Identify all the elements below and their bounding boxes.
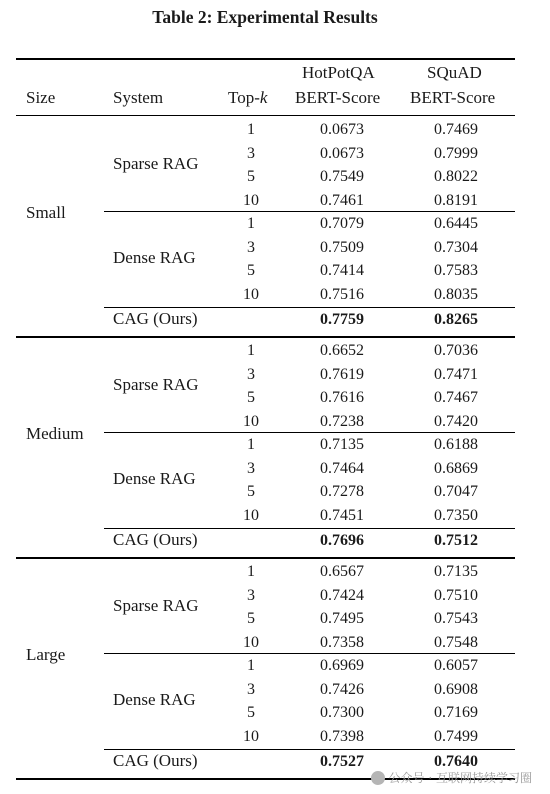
hotpot-score: 0.7461 — [320, 191, 364, 209]
hotpot-score: 0.0673 — [320, 121, 364, 138]
system-name: Sparse RAG — [113, 154, 199, 173]
topk-value: 5 — [247, 704, 255, 721]
hotpot-score: 0.7300 — [320, 704, 364, 721]
squad-score: 0.6445 — [434, 215, 478, 232]
hotpot-score: 0.0673 — [320, 144, 364, 162]
squad-score: 0.7350 — [434, 506, 478, 524]
hotpot-score: 0.7516 — [320, 285, 364, 303]
system-rule — [104, 653, 515, 654]
squad-score: 0.6188 — [434, 436, 478, 453]
header-system: System — [113, 88, 164, 107]
header-size: Size — [26, 88, 56, 107]
size-label: Large — [26, 645, 66, 664]
cag-system-name: CAG (Ours) — [113, 751, 198, 770]
header-squad-line2: BERT-Score — [410, 88, 496, 107]
squad-score: 0.7543 — [434, 610, 478, 627]
cag-hotpot-score: 0.7527 — [320, 753, 364, 770]
hotpot-score: 0.7464 — [320, 459, 364, 477]
cag-squad-score: 0.8265 — [434, 311, 478, 328]
topk-value: 1 — [247, 657, 255, 674]
squad-score: 0.6908 — [434, 680, 478, 698]
topk-value: 1 — [247, 215, 255, 232]
hotpot-score: 0.7424 — [320, 586, 364, 604]
squad-score: 0.7510 — [434, 586, 478, 604]
hotpot-score: 0.7619 — [320, 365, 364, 383]
topk-value: 10 — [243, 412, 259, 430]
cag-squad-score: 0.7512 — [434, 532, 478, 549]
hotpot-score: 0.7451 — [320, 506, 364, 524]
header-hotpot-line2: BERT-Score — [295, 88, 381, 107]
hotpot-score: 0.7414 — [320, 262, 364, 279]
squad-score: 0.7471 — [434, 365, 478, 383]
header-topk-k: k — [259, 88, 268, 107]
squad-score: 0.7583 — [434, 262, 478, 279]
topk-value: 10 — [243, 633, 259, 651]
topk-value: 5 — [247, 389, 255, 406]
squad-score: 0.7469 — [434, 121, 478, 138]
squad-score: 0.8022 — [434, 168, 478, 185]
cag-hotpot-score: 0.7696 — [320, 532, 364, 549]
squad-score: 0.6869 — [434, 459, 478, 477]
header-hotpot-line1: HotPotQA — [302, 63, 375, 82]
squad-score: 0.7420 — [434, 412, 478, 430]
topk-value: 10 — [243, 285, 259, 303]
size-label: Small — [26, 203, 66, 222]
hotpot-score: 0.7358 — [320, 633, 364, 651]
topk-value: 3 — [247, 586, 255, 604]
group-rule — [16, 336, 515, 338]
watermark-text: 公众号 · 互联网持续学习圈 — [388, 771, 532, 785]
squad-score: 0.8191 — [434, 191, 478, 209]
system-name: Sparse RAG — [113, 596, 199, 615]
hotpot-score: 0.7398 — [320, 727, 364, 745]
topk-value: 5 — [247, 262, 255, 279]
top-rule — [16, 58, 515, 60]
squad-score: 0.7467 — [434, 389, 478, 406]
system-rule — [104, 211, 515, 212]
hotpot-score: 0.7616 — [320, 389, 364, 406]
topk-value: 5 — [247, 168, 255, 185]
system-rule — [104, 432, 515, 433]
hotpot-score: 0.6652 — [320, 342, 364, 359]
hotpot-score: 0.7495 — [320, 610, 364, 627]
topk-value: 3 — [247, 365, 255, 383]
hotpot-score: 0.7549 — [320, 168, 364, 185]
squad-score: 0.7304 — [434, 238, 478, 256]
hotpot-score: 0.6969 — [320, 657, 364, 674]
topk-value: 10 — [243, 506, 259, 524]
squad-score: 0.7548 — [434, 633, 478, 651]
squad-score: 0.7036 — [434, 342, 478, 359]
system-name: Sparse RAG — [113, 375, 199, 394]
squad-score: 0.7999 — [434, 144, 478, 162]
squad-score: 0.7135 — [434, 563, 478, 580]
hotpot-score: 0.7509 — [320, 238, 364, 256]
cag-system-name: CAG (Ours) — [113, 530, 198, 549]
topk-value: 10 — [243, 191, 259, 209]
header-topk-prefix: Top- — [228, 88, 260, 107]
topk-value: 5 — [247, 483, 255, 500]
squad-score: 0.7499 — [434, 727, 478, 745]
hotpot-score: 0.7135 — [320, 436, 364, 453]
system-name: Dense RAG — [113, 690, 196, 709]
topk-value: 1 — [247, 121, 255, 138]
hotpot-score: 0.7079 — [320, 215, 364, 232]
group-rule — [16, 115, 515, 116]
hotpot-score: 0.7238 — [320, 412, 364, 430]
cag-system-name: CAG (Ours) — [113, 309, 198, 328]
topk-value: 3 — [247, 144, 255, 162]
wechat-icon — [371, 771, 385, 785]
size-label: Medium — [26, 424, 84, 443]
squad-score: 0.7169 — [434, 704, 478, 721]
topk-value: 3 — [247, 459, 255, 477]
topk-value: 1 — [247, 342, 255, 359]
system-name: Dense RAG — [113, 469, 196, 488]
watermark — [371, 769, 532, 786]
cag-hotpot-score: 0.7759 — [320, 311, 364, 328]
topk-value: 10 — [243, 727, 259, 745]
table-title: Table 2: Experimental Results — [152, 7, 378, 27]
header-topk — [228, 86, 267, 110]
topk-value: 3 — [247, 680, 255, 698]
squad-score: 0.7047 — [434, 483, 478, 500]
hotpot-score: 0.6567 — [320, 563, 364, 580]
squad-score: 0.6057 — [434, 657, 478, 674]
system-name: Dense RAG — [113, 248, 196, 267]
cag-squad-score: 0.7640 — [434, 753, 478, 770]
topk-value: 3 — [247, 238, 255, 256]
header-squad-line1: SQuAD — [427, 63, 482, 82]
squad-score: 0.8035 — [434, 285, 478, 303]
topk-value: 5 — [247, 610, 255, 627]
topk-value: 1 — [247, 563, 255, 580]
hotpot-score: 0.7278 — [320, 483, 364, 500]
group-rule — [16, 557, 515, 559]
topk-value: 1 — [247, 436, 255, 453]
hotpot-score: 0.7426 — [320, 680, 364, 698]
